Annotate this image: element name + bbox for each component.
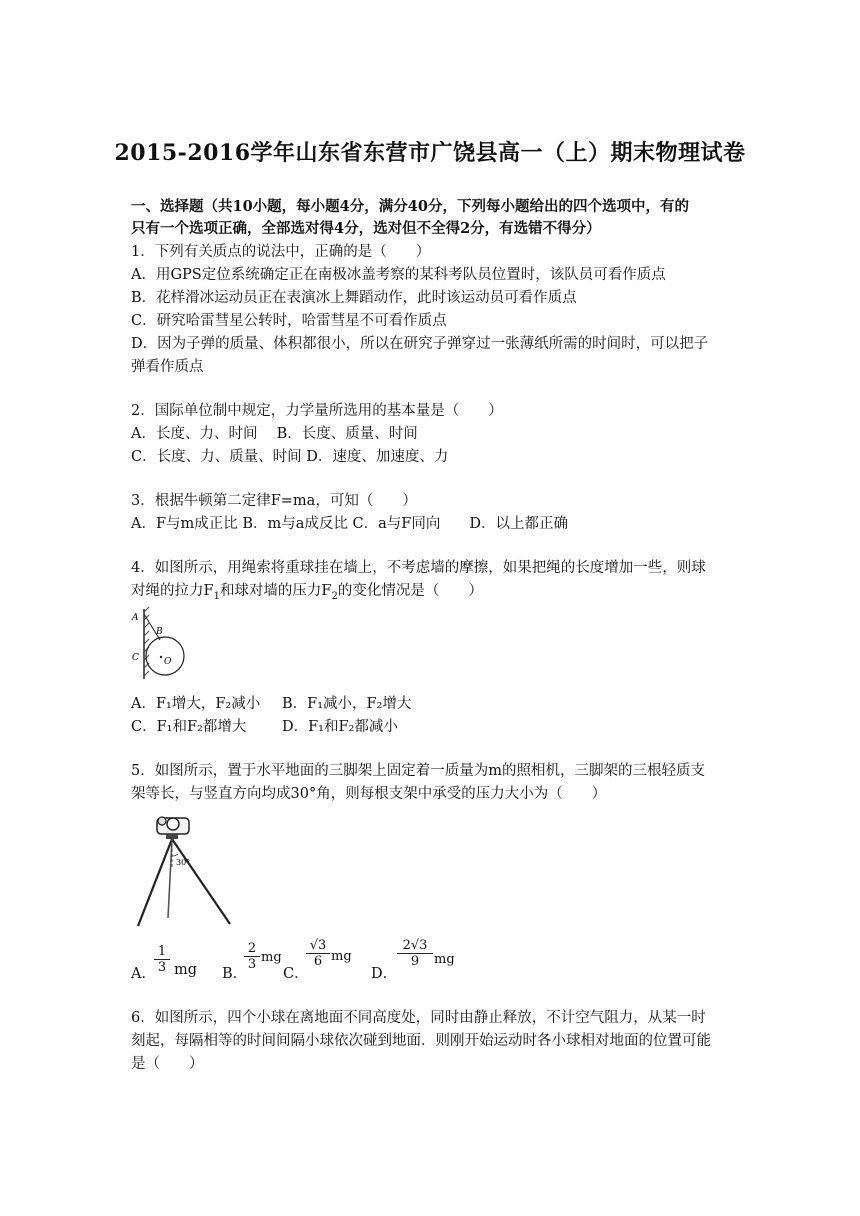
q5-option-c-fraction [306, 938, 330, 969]
section-heading-line1: 一、选择题（共10小题，每小题4分，满分40分，下列每小题给出的四个选项中，有的 [131, 198, 689, 215]
q5-option-d-numerator: 2√3 [397, 938, 433, 954]
q5-option-d-label: D． [371, 966, 398, 982]
q2-options-ab: A．长度、力、时间 B．长度、质量、时间 [131, 426, 418, 442]
q4-wall-ball-figure [128, 604, 218, 684]
q2-options-cd: C．长度、力、质量、时间 D．速度、加速度、力 [131, 449, 449, 465]
q5-option-d-fraction [397, 938, 433, 969]
q1-option-c: C．研究哈雷彗星公转时，哈雷彗星不可看作质点 [131, 313, 447, 329]
q5-option-b-label: B． [222, 966, 248, 982]
q5-option-b-fraction [244, 941, 260, 972]
q1-option-d-line1: D．因为子弹的质量、体积都很小，所以在研究子弹穿过一张薄纸所需的时间时，可以把子 [131, 336, 709, 352]
q6-stem-line1: 6．如图所示，四个小球在离地面不同高度处，同时由静止释放，不计空气阻力，从某一时 [131, 1010, 706, 1026]
q1-option-d-line2: 弹看作质点 [131, 359, 204, 375]
q5-option-c-label: C． [283, 966, 309, 982]
q5-tripod-figure [130, 808, 240, 930]
q5-option-b-denominator: 3 [247, 957, 257, 972]
section-heading-line2: 只有一个选项正确，全部选对得4分，选对但不全得2分，有选错不得分） [131, 220, 601, 237]
q3-options: A．F与m成正比 B．m与a成反比 C．a与F同向 D．以上都正确 [131, 516, 568, 532]
q5-option-a-denominator: 3 [157, 960, 167, 975]
q4-sub-1: 1 [213, 590, 220, 602]
q4-stem-text-c: 的变化情况是（ ） [337, 583, 483, 599]
q5-option-d-denominator: 9 [410, 954, 420, 969]
q6-stem-line3: 是（ ） [131, 1056, 204, 1072]
q4-fig-label-b: B [156, 627, 163, 637]
q5-option-c-unit: mg [331, 949, 352, 964]
q5-stem-line2: 架等长，与竖直方向均成30°角，则每根支架中承受的压力大小为（ ） [131, 786, 607, 802]
q6-stem-line2: 刻起，每隔相等的时间间隔小球依次碰到地面．则刚开始运动时各小球相对地面的位置可能 [131, 1033, 711, 1049]
q4-fig-label-c: C [132, 653, 139, 663]
q4-fig-label-o: O [164, 657, 172, 667]
q1-option-b: B．花样滑冰运动员正在表演冰上舞蹈动作，此时该运动员可看作质点 [131, 290, 577, 306]
q4-option-b: B．F₁减小，F₂增大 [282, 696, 412, 712]
q5-option-a-fraction [154, 944, 170, 975]
page-title: 2015-2016学年山东省东营市广饶县高一（上）期末物理试卷 [114, 140, 746, 166]
q3-stem: 3．根据牛顿第二定律F=ma，可知（ ） [131, 493, 417, 509]
q5-option-c-numerator: √3 [306, 938, 330, 954]
q4-stem-text-a: 对绳的拉力F [131, 583, 214, 599]
q5-fig-angle-label: 30° [176, 858, 191, 867]
q4-stem-line2 [131, 581, 483, 607]
q4-option-d: D．F₁和F₂都减小 [282, 719, 398, 735]
q4-stem-text-b: 和球对墙的压力F [219, 583, 332, 599]
q1-stem: 1．下列有关质点的说法中，正确的是（ ） [131, 244, 431, 260]
q4-sub-2: 2 [331, 590, 338, 602]
q4-option-c: C．F₁和F₂都增大 [131, 719, 247, 735]
q1-option-a: A．用GPS定位系统确定正在南极冰盖考察的某科考队员位置时，该队员可看作质点 [131, 267, 666, 283]
q5-option-c-denominator: 6 [313, 954, 323, 969]
q5-option-b-unit: mg [261, 950, 282, 965]
q5-option-a-unit: mg [174, 962, 198, 978]
q5-option-a-label: A． [131, 966, 156, 982]
q4-option-a: A．F₁增大，F₂减小 [131, 696, 261, 712]
q5-option-a-numerator: 1 [154, 944, 170, 960]
q5-option-d-unit: mg [434, 952, 455, 967]
q4-fig-label-a: A [132, 613, 139, 623]
q5-stem-line1: 5．如图所示，置于水平地面的三脚架上固定着一质量为m的照相机，三脚架的三根轻质支 [131, 763, 705, 779]
q5-option-b-numerator: 2 [244, 941, 260, 957]
q2-stem: 2．国际单位制中规定，力学量所选用的基本量是（ ） [131, 403, 503, 419]
q4-stem-line1: 4．如图所示，用绳索将重球挂在墙上，不考虑墙的摩擦，如果把绳的长度增加一些，则球 [131, 560, 706, 576]
